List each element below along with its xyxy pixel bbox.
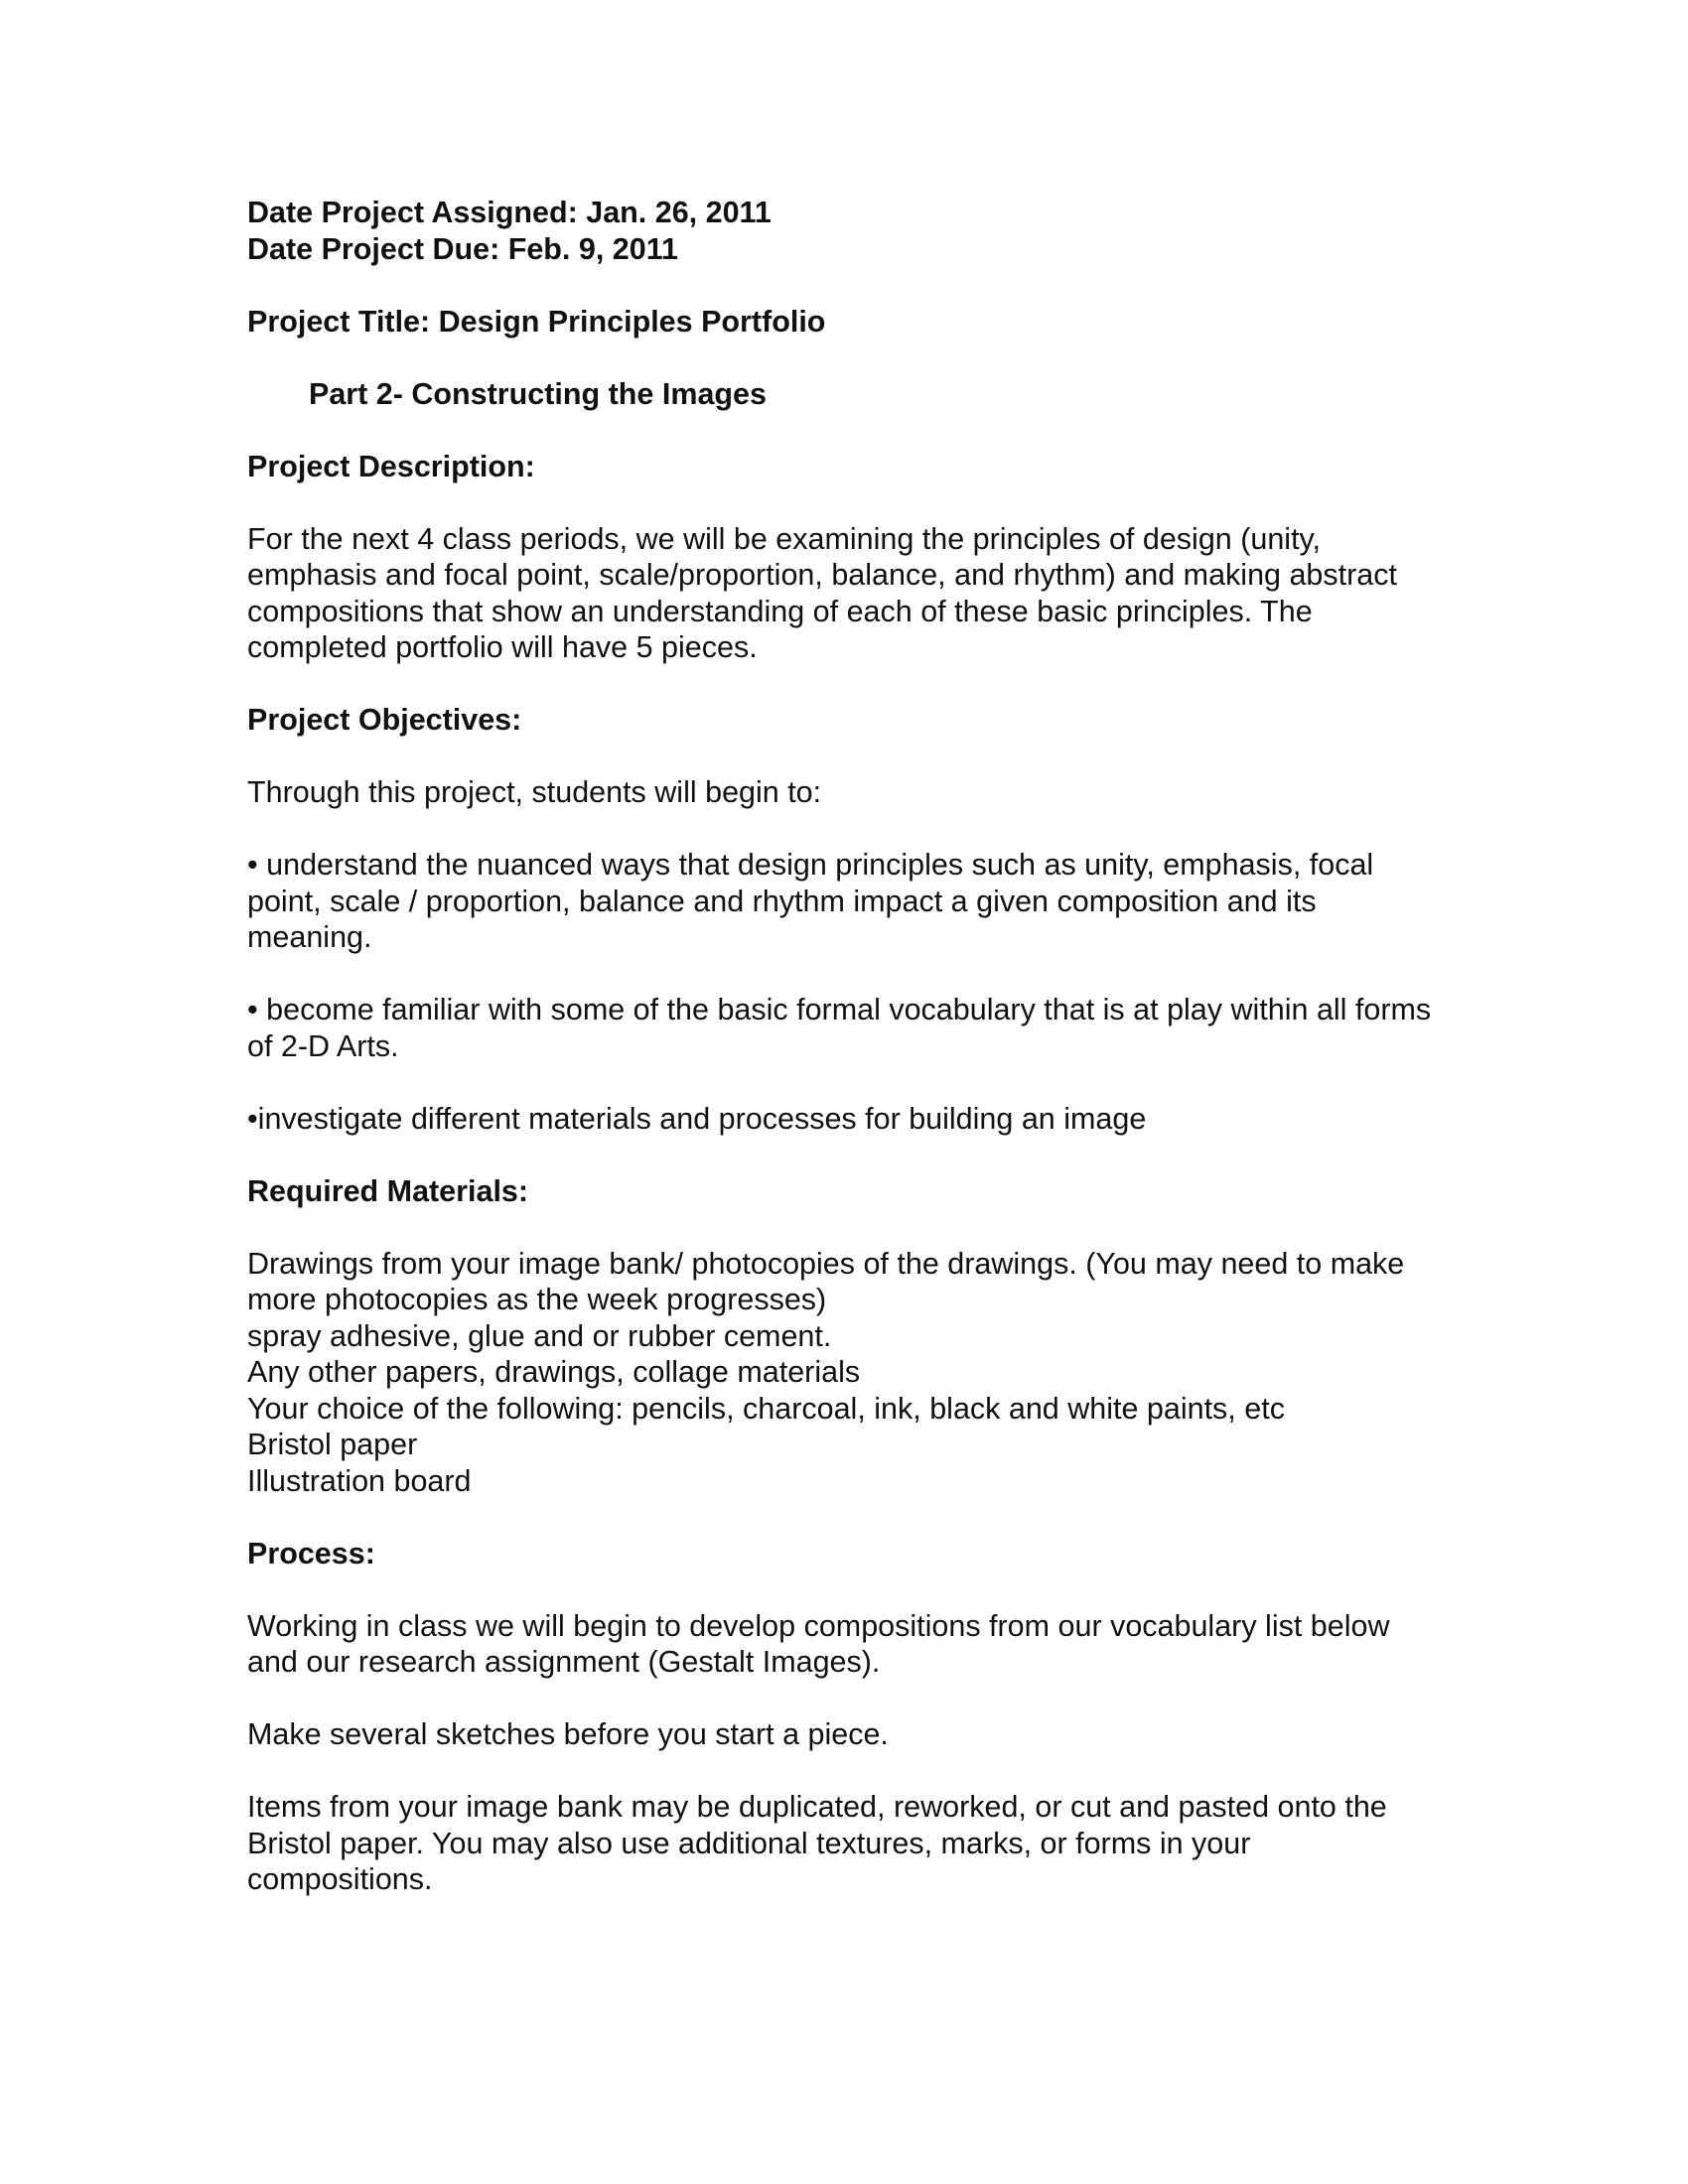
material-item: spray adhesive, glue and or rubber cement. [247, 1318, 832, 1353]
process-line: Bristol paper. You may also use additional textures, marks, or forms in your [247, 1826, 1251, 1860]
project-title: Project Title: Design Principles Portfolio [247, 304, 826, 339]
process-paragraph-2: Make several sketches before you start a piece. [247, 1717, 889, 1751]
description-line: completed portfolio will have 5 pieces. [247, 630, 758, 664]
process-paragraph-3 [247, 1789, 1459, 1898]
objectives-intro: Through this project, students will begin to: [247, 775, 822, 809]
date-due: Date Project Due: Feb. 9, 2011 [247, 231, 678, 266]
material-item: Any other papers, drawings, collage materials [247, 1355, 861, 1389]
materials-list [247, 1246, 1459, 1500]
document-page [247, 195, 1459, 1898]
description-line: For the next 4 class periods, we will be examining the principles of design (unity, [247, 521, 1322, 556]
material-item: more photocopies as the week progresses) [247, 1283, 827, 1316]
objective-line: meaning. [247, 920, 372, 954]
process-paragraph-1 [247, 1608, 1459, 1681]
objective-line: • become familiar with some of the basic formal vocabulary that is at play within all forms [247, 993, 1432, 1026]
materials-heading: Required Materials: [247, 1173, 529, 1208]
material-item: Drawings from your image bank/ photocopies of the drawings. (You may need to make [247, 1246, 1405, 1281]
material-item: Your choice of the following: pencils, charcoal, ink, black and white paints, etc [247, 1391, 1285, 1426]
material-item: Illustration board [247, 1463, 472, 1498]
process-line: compositions. [247, 1862, 433, 1896]
description-line: compositions that show an understanding of each of these basic principles. The [247, 594, 1313, 628]
description-paragraph [247, 521, 1459, 666]
objective-item-3: •investigate different materials and processes for building an image [247, 1101, 1147, 1136]
description-line: emphasis and focal point, scale/proportion, balance, and rhythm) and making abstract [247, 558, 1397, 592]
description-heading: Project Description: [247, 449, 535, 483]
material-item: Bristol paper [247, 1428, 418, 1461]
process-line: Items from your image bank may be duplicated, reworked, or cut and pasted onto the [247, 1790, 1387, 1824]
objective-line: • understand the nuanced ways that design principles such as unity, emphasis, focal [247, 848, 1374, 882]
date-assigned: Date Project Assigned: Jan. 26, 2011 [247, 196, 772, 229]
process-line: Working in class we will begin to develop compositions from our vocabulary list below [247, 1608, 1390, 1643]
objective-line: of 2-D Arts. [247, 1028, 399, 1063]
process-line: and our research assignment (Gestalt Images). [247, 1645, 881, 1679]
project-subtitle: Part 2- Constructing the Images [309, 376, 767, 411]
objectives-heading: Project Objectives: [247, 703, 522, 737]
objective-line: point, scale / proportion, balance and rhythm impact a given composition and its [247, 884, 1317, 918]
objective-item-2 [247, 992, 1459, 1064]
process-heading: Process: [247, 1536, 375, 1570]
objective-item-1 [247, 847, 1459, 956]
